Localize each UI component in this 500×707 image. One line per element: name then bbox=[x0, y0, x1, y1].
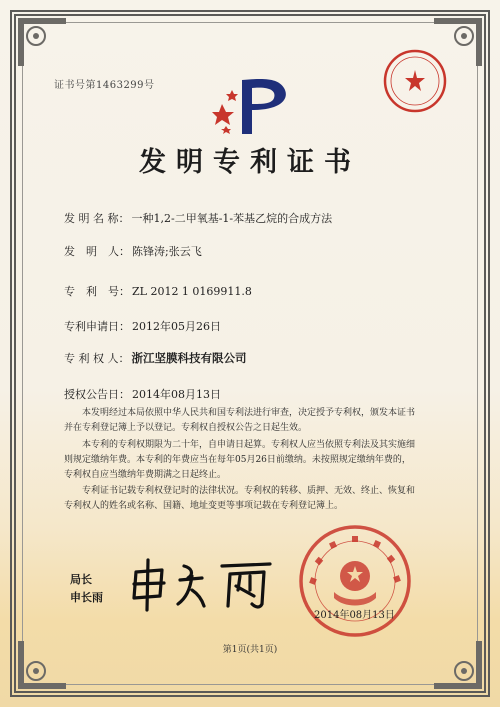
patent-number-field bbox=[64, 283, 252, 299]
body-paragraph-1 bbox=[64, 406, 436, 436]
body-paragraph-3 bbox=[64, 484, 436, 514]
corner-ornament-icon bbox=[14, 14, 70, 70]
certificate-number: 证书号第1463299号 bbox=[54, 80, 155, 91]
patent-office-logo-icon bbox=[212, 74, 300, 140]
inventor-value: 陈锋涛;张云飞 bbox=[132, 245, 202, 258]
patent-owner-value: 浙江坚膜科技有限公司 bbox=[131, 351, 247, 365]
registration-stamp-icon bbox=[382, 48, 448, 114]
page-title: 发明专利证书 bbox=[139, 147, 361, 178]
body-line: 并在专利登记簿上予以登记。专利权自授权公告之日起生效。 bbox=[64, 423, 308, 433]
body-paragraph-2 bbox=[64, 438, 436, 483]
director-title-label: 局长 bbox=[70, 573, 92, 586]
body-line: 本专利的专利权期限为二十年，自申请日起算。专利权人应当依照专利法及其实施细 bbox=[82, 440, 416, 450]
grant-date-value: 2014年08月13日 bbox=[132, 388, 221, 401]
national-seal-stamp-icon bbox=[296, 522, 414, 640]
filing-date-value: 2012年05月26日 bbox=[132, 320, 221, 333]
invention-name-field bbox=[64, 210, 332, 226]
invention-name-value: 一种1,2-二甲氧基-1-苯基乙烷的合成方法 bbox=[131, 212, 333, 225]
body-line: 本发明经过本局依照中华人民共和国专利法进行审查，决定授予专利权，颁发本证书 bbox=[82, 408, 416, 418]
director-signature bbox=[128, 556, 278, 612]
seal-date: 2014年08月13日 bbox=[314, 610, 395, 621]
filing-date-field bbox=[64, 318, 221, 334]
patent-owner-label: 专 利 权 人： bbox=[64, 352, 130, 365]
patent-owner-field bbox=[64, 350, 247, 366]
grant-date-label: 授权公告日： bbox=[64, 388, 130, 401]
body-line: 专利证书记载专利权登记时的法律状况。专利权的转移、质押、无效、终止、恢复和 bbox=[82, 486, 416, 496]
director-name-label: 申长雨 bbox=[70, 591, 103, 604]
invention-name-label: 发 明 名 称： bbox=[64, 212, 130, 225]
body-line: 专利权人的姓名或名称、国籍、地址变更等事项记载在专利登记簿上。 bbox=[64, 501, 344, 511]
page-number: 第1页(共1页) bbox=[222, 645, 278, 655]
inventor-label: 发 明 人： bbox=[64, 245, 130, 258]
patent-number-label: 专 利 号： bbox=[64, 285, 130, 298]
body-line: 则规定缴纳年费。本专利的年费应当在每年05月26日前缴纳。未按照规定缴纳年费的， bbox=[64, 455, 411, 465]
patent-number-value: ZL 2012 1 0169911.8 bbox=[132, 285, 252, 298]
filing-date-label: 专利申请日： bbox=[64, 320, 130, 333]
inventor-field bbox=[64, 243, 202, 259]
body-line: 专利权自应当缴纳年费期满之日起终止。 bbox=[64, 470, 227, 480]
grant-date-field bbox=[64, 386, 221, 402]
